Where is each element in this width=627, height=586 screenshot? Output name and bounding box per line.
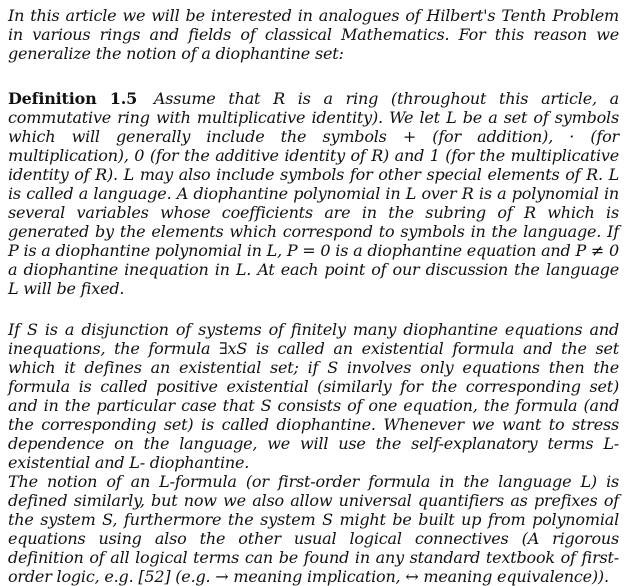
definition-paragraph: [8, 89, 619, 298]
definition-label: Definition 1.5: [8, 89, 138, 108]
l-formula-paragraph: The notion of an L-formula (or first-order formula in the language L) is defined similarly, but now we also allow universal quantifiers as prefixes of the system S, furthermore the system S might be built up from polynomial equations using also the other usual logical connectives (A rigorous definition of all logical terms can be found in any standard textbook of first-order logic, e.g. [52] (e.g. → meaning implication, ↔ meaning equivalence)).: [8, 472, 619, 586]
existential-formula-paragraph: If S is a disjunction of systems of finitely many diophantine equations and inequations, the formula ∃xS is called an existential formula and the set which it defines an existential set; if S involves only equations then the formula is called positive existential (similarly for the corresponding set) and in the particular case that S consists of one equation, the formula (and the corresponding set) is called diophantine. Whenever we want to stress dependence on the language, we will use the self-explanatory terms L-existential and L- diophantine.: [8, 320, 619, 472]
intro-paragraph: In this article we will be interested in analogues of Hilbert's Tenth Problem in various rings and fields of classical Mathematics. For this reason we generalize the notion of a diophantine set:: [8, 6, 619, 63]
definition-body: Assume that R is a ring (throughout this article, a commutative ring with multiplicative identity). We let L be a set of symbols which will generally include the symbols + (for addition), · (for multiplication), 0 (for the additive identity of R) and 1 (for the multiplicative identity of R). L may also include symbols for other special elements of R. L is called a language. A diophantine polynomial in L over R is a polynomial in several variables whose coefficients are in the subring of R which is generated by the elements which correspond to symbols in the language. If P is a diophantine polynomial in L, P = 0 is a diophantine equation and P ≠ 0 a diophantine inequation in L. At each point of our discussion the language L will be fixed.: [8, 89, 619, 298]
